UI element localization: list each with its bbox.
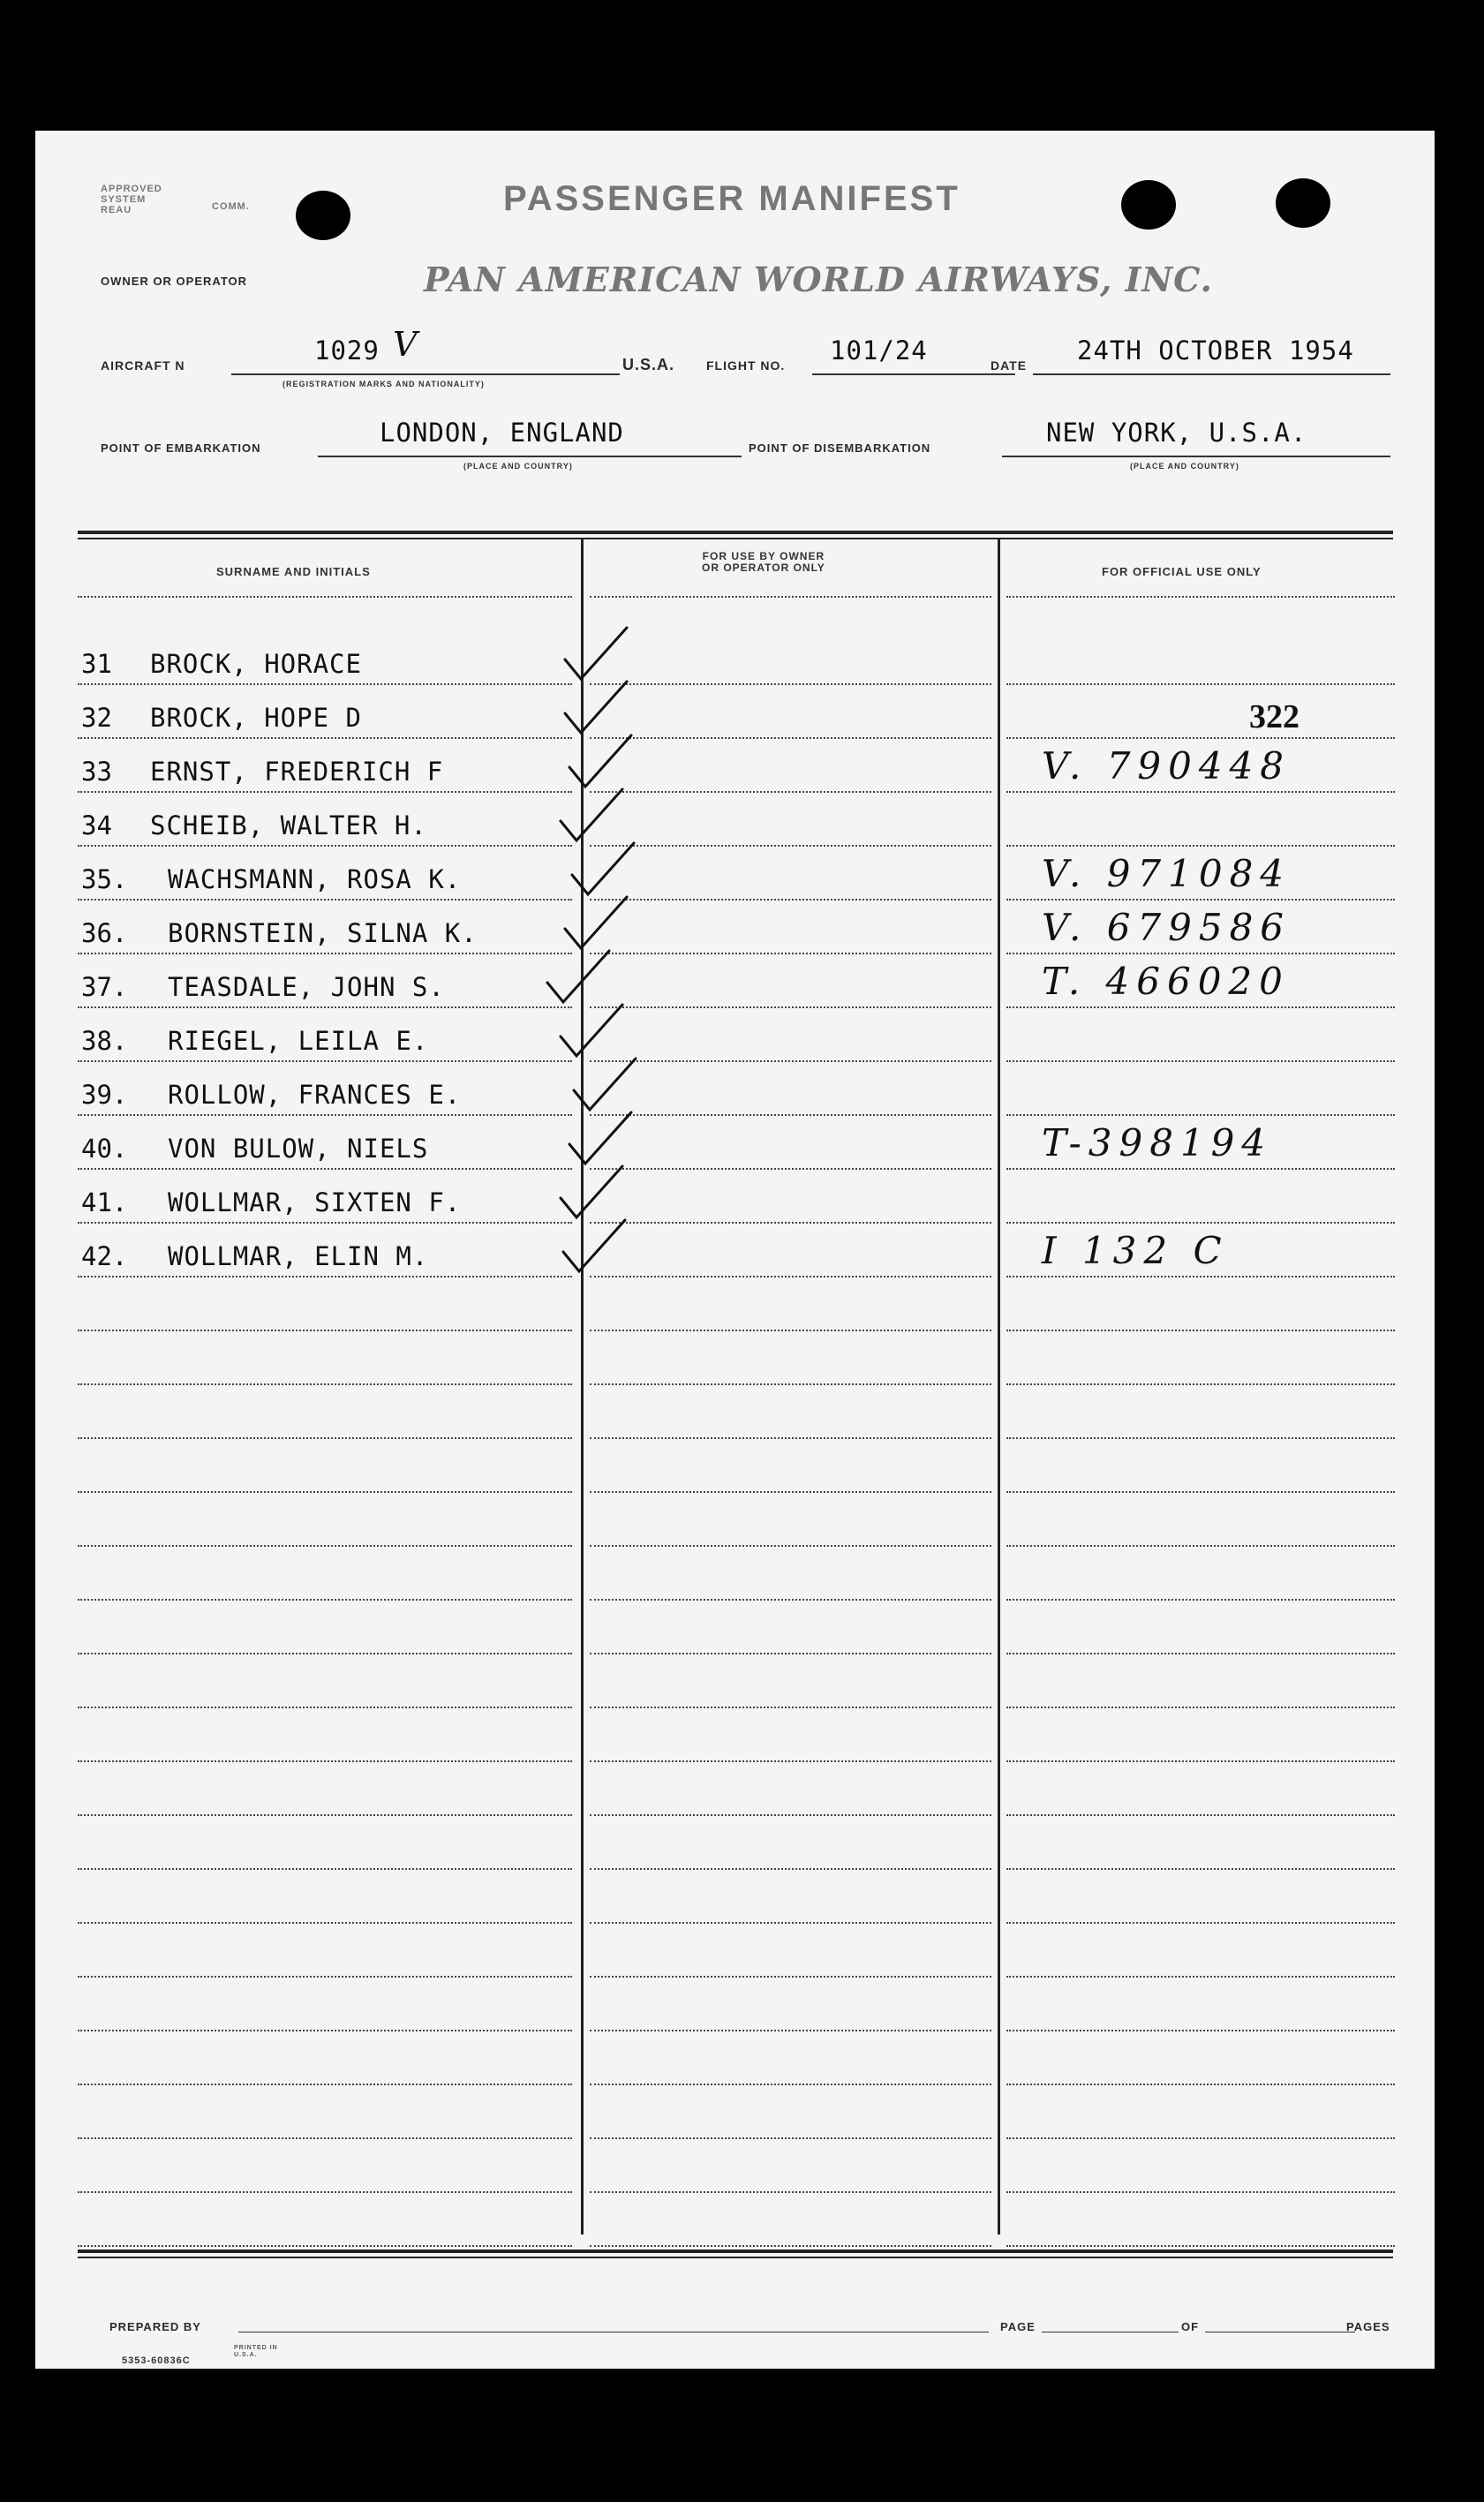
row-rule xyxy=(590,2191,991,2193)
row-rule xyxy=(78,1814,572,1816)
row-rule xyxy=(590,2245,991,2247)
page-title: PASSENGER MANIFEST xyxy=(503,179,960,218)
row-rule xyxy=(78,1868,572,1870)
row-rule xyxy=(78,1437,572,1439)
row-rule xyxy=(78,2030,572,2031)
row-rule xyxy=(590,1653,991,1654)
row-rule xyxy=(590,1383,991,1385)
official-use-value: T-398194 xyxy=(1042,1121,1273,1164)
row-rule xyxy=(590,2084,991,2085)
checkmark-3 xyxy=(569,735,631,787)
prepared-label: PREPARED BY xyxy=(109,2320,201,2333)
row-rule xyxy=(78,1491,572,1493)
passenger-name: TEASDALE, JOHN S. xyxy=(168,972,445,1002)
row-rule xyxy=(590,2137,991,2139)
owner-label: OWNER OR OPERATOR xyxy=(101,275,248,288)
row-rule xyxy=(78,2245,572,2247)
official-use-value: 322 xyxy=(1249,698,1299,735)
row-rule xyxy=(1006,1545,1395,1547)
row-rule xyxy=(1006,1868,1395,1870)
passenger-name: BORNSTEIN, SILNA K. xyxy=(168,918,478,948)
row-rule xyxy=(590,1976,991,1978)
checkmark-9 xyxy=(574,1059,636,1110)
passenger-number: 37. xyxy=(81,972,128,1002)
row-rule xyxy=(1006,2191,1395,2193)
row-rule xyxy=(590,1545,991,1547)
checkmark-5 xyxy=(572,843,634,894)
aircraft-value: 1029 xyxy=(314,335,380,366)
row-rule xyxy=(590,1599,991,1601)
row-rule xyxy=(78,1707,572,1708)
row-rule xyxy=(1006,1491,1395,1493)
row-rule xyxy=(78,1330,572,1331)
col-surname-header: SURNAME AND INITIALS xyxy=(216,565,371,578)
passenger-name: ROLLOW, FRANCES E. xyxy=(168,1080,462,1110)
row-rule xyxy=(78,1922,572,1924)
passenger-number: 31 xyxy=(81,649,112,679)
row-rule xyxy=(1006,1707,1395,1708)
form-number: 5353-60836C xyxy=(122,2355,191,2366)
aircraft-suffix: V xyxy=(393,325,425,364)
usa-label: U.S.A. xyxy=(622,356,675,373)
checkmark-1 xyxy=(565,628,627,679)
owner-value: PAN AMERICAN WORLD AIRWAYS, INC. xyxy=(424,260,1213,299)
row-rule xyxy=(590,1922,991,1924)
row-rule xyxy=(1006,1599,1395,1601)
official-use-value: T. 466020 xyxy=(1042,960,1290,1003)
passenger-name: RIEGEL, LEILA E. xyxy=(168,1026,429,1056)
row-rule xyxy=(1006,1330,1395,1331)
row-rule xyxy=(1006,2137,1395,2139)
embark-label: POINT OF EMBARKATION xyxy=(101,441,261,455)
checkmark-8 xyxy=(561,1005,622,1056)
row-rule xyxy=(590,1760,991,1762)
passenger-number: 33 xyxy=(81,757,112,787)
checkmark-11 xyxy=(561,1166,622,1217)
disembark-label: POINT OF DISEMBARKATION xyxy=(749,441,931,455)
checkmarks xyxy=(35,131,1435,1278)
of-label: OF xyxy=(1181,2320,1200,2333)
row-rule xyxy=(1006,2084,1395,2085)
checkmark-4 xyxy=(561,789,622,840)
row-rule xyxy=(1006,1437,1395,1439)
aircraft-label: AIRCRAFT N xyxy=(101,358,185,373)
row-rule xyxy=(1006,1383,1395,1385)
checkmark-10 xyxy=(569,1112,631,1164)
passenger-name: ERNST, FREDERICH F xyxy=(150,757,444,787)
date-label: DATE xyxy=(991,358,1028,373)
row-rule xyxy=(1006,1814,1395,1816)
passenger-name: SCHEIB, WALTER H. xyxy=(150,810,427,840)
passenger-name: WOLLMAR, SIXTEN F. xyxy=(168,1187,462,1217)
passenger-name: WACHSMANN, ROSA K. xyxy=(168,864,462,894)
official-use-value: V. 971084 xyxy=(1042,852,1292,895)
passenger-number: 40. xyxy=(81,1134,128,1164)
row-rule xyxy=(1006,1760,1395,1762)
manifest-sheet xyxy=(35,131,1435,2369)
row-rule xyxy=(590,1437,991,1439)
checkmark-6 xyxy=(565,897,627,948)
flight-value: 101/24 xyxy=(830,335,928,366)
row-rule xyxy=(1006,2245,1395,2247)
row-rule xyxy=(590,1491,991,1493)
row-rule xyxy=(590,1868,991,1870)
row-rule xyxy=(590,1330,991,1331)
embark-value: LONDON, ENGLAND xyxy=(380,418,624,448)
disembark-value: NEW YORK, U.S.A. xyxy=(1046,418,1307,448)
passenger-number: 39. xyxy=(81,1080,128,1110)
row-rule xyxy=(1006,1922,1395,1924)
passenger-name: VON BULOW, NIELS xyxy=(168,1134,429,1164)
official-use-value: I 132 C xyxy=(1042,1229,1229,1272)
col-official-header: FOR OFFICIAL USE ONLY xyxy=(1102,565,1262,578)
official-use-value: V. 679586 xyxy=(1042,906,1292,949)
flight-label: FLIGHT NO. xyxy=(706,358,786,373)
date-value: 24TH OCTOBER 1954 xyxy=(1077,335,1354,366)
passenger-number: 41. xyxy=(81,1187,128,1217)
row-rule xyxy=(78,1599,572,1601)
row-rule xyxy=(78,1383,572,1385)
table-bottom-rule xyxy=(78,2250,1393,2253)
checkmark-12 xyxy=(563,1220,625,1271)
approved-stamp: APPROVED SYSTEM REAU xyxy=(101,184,162,215)
comm-label: COMM. xyxy=(212,201,250,212)
checkmark-2 xyxy=(565,682,627,733)
passenger-name: WOLLMAR, ELIN M. xyxy=(168,1241,429,1271)
embark-sub: (PLACE AND COUNTRY) xyxy=(463,462,573,471)
col-owner-use-header: FOR USE BY OWNER OR OPERATOR ONLY xyxy=(702,550,825,574)
row-rule xyxy=(1006,2030,1395,2031)
passenger-number: 42. xyxy=(81,1241,128,1271)
row-rule xyxy=(78,1545,572,1547)
official-use-value: V. 790448 xyxy=(1042,744,1292,788)
row-rule xyxy=(78,1760,572,1762)
row-rule xyxy=(1006,1653,1395,1654)
passenger-number: 34 xyxy=(81,810,112,840)
passenger-number: 36. xyxy=(81,918,128,948)
row-rule xyxy=(590,1814,991,1816)
row-rule xyxy=(78,2191,572,2193)
row-rule xyxy=(590,2030,991,2031)
passenger-name: BROCK, HORACE xyxy=(150,649,362,679)
passenger-number: 38. xyxy=(81,1026,128,1056)
pages-label: PAGES xyxy=(1346,2320,1390,2333)
row-rule xyxy=(78,1976,572,1978)
row-rule xyxy=(78,1653,572,1654)
printed-in: PRINTED IN U.S.A. xyxy=(234,2345,278,2358)
checkmark-7 xyxy=(547,951,609,1002)
row-rule xyxy=(1006,1976,1395,1978)
row-rule xyxy=(78,2137,572,2139)
aircraft-sub: (REGISTRATION MARKS AND NATIONALITY) xyxy=(282,380,485,388)
passenger-number: 35. xyxy=(81,864,128,894)
passenger-number: 32 xyxy=(81,703,112,733)
page-label: PAGE xyxy=(1000,2320,1036,2333)
disembark-sub: (PLACE AND COUNTRY) xyxy=(1130,462,1239,471)
row-rule xyxy=(78,2084,572,2085)
passenger-name: BROCK, HOPE D xyxy=(150,703,362,733)
row-rule xyxy=(590,1707,991,1708)
